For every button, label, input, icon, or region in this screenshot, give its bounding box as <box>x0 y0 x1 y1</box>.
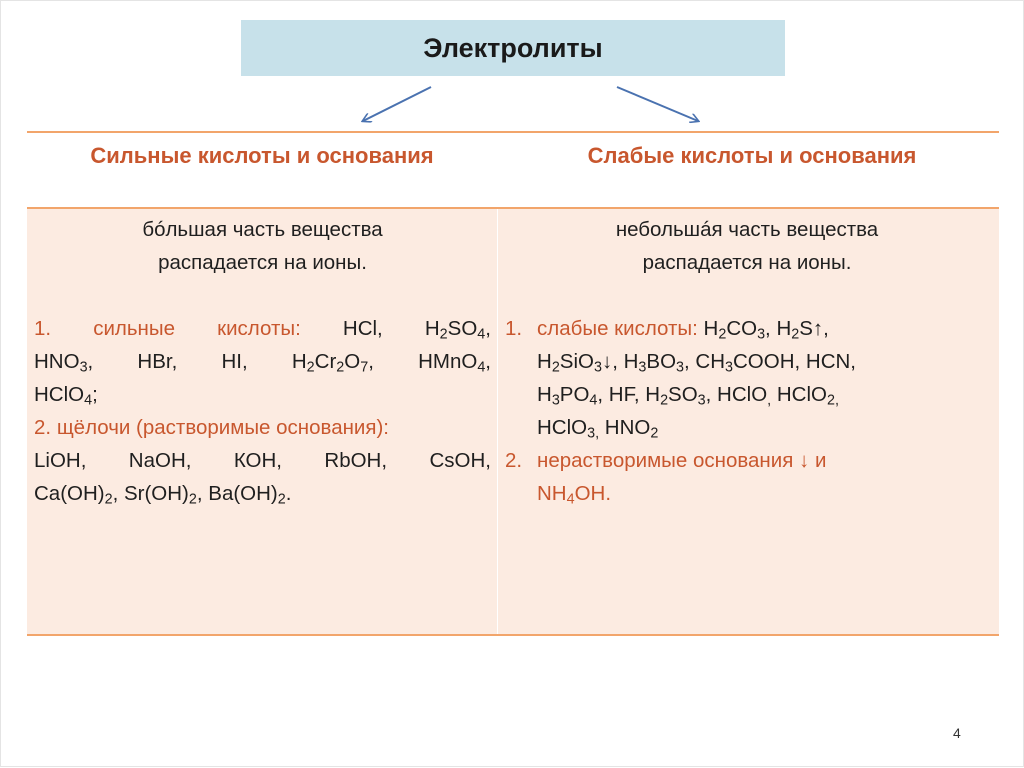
formula-hno3: $HNO_3$, <box>34 350 94 376</box>
left-item2-row2: $Ca(OH)_2$, $Sr(OH)_2$, $Ba(OH)_2$. <box>34 482 292 508</box>
formula-rboh: RbOH, <box>324 449 388 472</box>
left-item2-heading: 2. щёлочи (растворимые основания): <box>34 416 389 439</box>
left-column-header: Сильные кислоты и основания <box>90 143 434 168</box>
left-item1-row2 <box>34 345 491 378</box>
formula-hbr: HBr, <box>137 350 178 373</box>
formula-csoh: CsOH, <box>429 449 491 472</box>
right-item1-row3: $H_3PO_4$, HF, $H_2SO_3$, HClO$_,$ HClO$_{2,}$ <box>537 383 839 409</box>
weak-electrolytes-cell <box>505 213 989 510</box>
right-item1 <box>505 312 989 444</box>
formula-h2cr2o7: $H_2Cr_2O_7$, <box>291 350 374 376</box>
slide-title: Электролиты <box>241 20 785 76</box>
right-item1-row4: HClO$_{3,}$ $HNO_2$ <box>537 416 659 442</box>
strong-electrolytes-cell <box>34 213 491 510</box>
right-arrow <box>617 87 698 121</box>
formula-lioh: LiOH, <box>34 449 87 472</box>
formula-h2so4: $H_2SO_4$, <box>424 317 491 343</box>
right-item1-row2: $H_2SiO_3↓$, $H_3BO_3$, $CH_3COOH$, HCN, <box>537 350 856 376</box>
column-divider <box>497 209 498 634</box>
left-item1-label-w1: сильные <box>93 317 176 340</box>
table-top-rule <box>27 131 999 133</box>
left-intro-line1: бóльшая часть вещества <box>142 218 383 241</box>
right-item2-number: 2. <box>505 449 523 472</box>
right-intro-line2: распадается на ионы. <box>642 251 852 274</box>
left-item1-label-w2: кислоты: <box>217 317 301 340</box>
right-column-header: Слабые кислоты и основания <box>587 143 917 168</box>
table-bottom-rule <box>27 634 999 636</box>
right-intro-line1: небольшáя часть вещества <box>615 218 879 241</box>
right-item1-number: 1. <box>505 317 523 340</box>
right-item2 <box>505 444 989 510</box>
left-item1-number: 1. <box>34 317 52 340</box>
comparison-table <box>27 131 999 636</box>
formula-hmno4: HMnO$_4$, <box>418 350 491 376</box>
right-item1-row1: слабые кислоты: $H_2CO_3$, $H_2S↑$, <box>537 317 829 343</box>
right-item2-label: нерастворимые основания ↓ и <box>537 449 827 472</box>
formula-hclo4: HClO$_4$; <box>34 383 98 409</box>
formula-hcl: HCl, <box>342 317 383 340</box>
formula-naoh: NaOH, <box>128 449 192 472</box>
left-arrow <box>363 87 431 121</box>
left-item2-row1 <box>34 444 491 477</box>
formula-hi: HI, <box>221 350 248 373</box>
formula-nh4oh: $NH_4OH$. <box>537 482 612 508</box>
page-number: 4 <box>953 725 961 741</box>
left-item1-row1 <box>34 312 491 345</box>
left-intro-line2: распадается на ионы. <box>158 251 367 274</box>
formula-koh: КОН, <box>233 449 283 472</box>
